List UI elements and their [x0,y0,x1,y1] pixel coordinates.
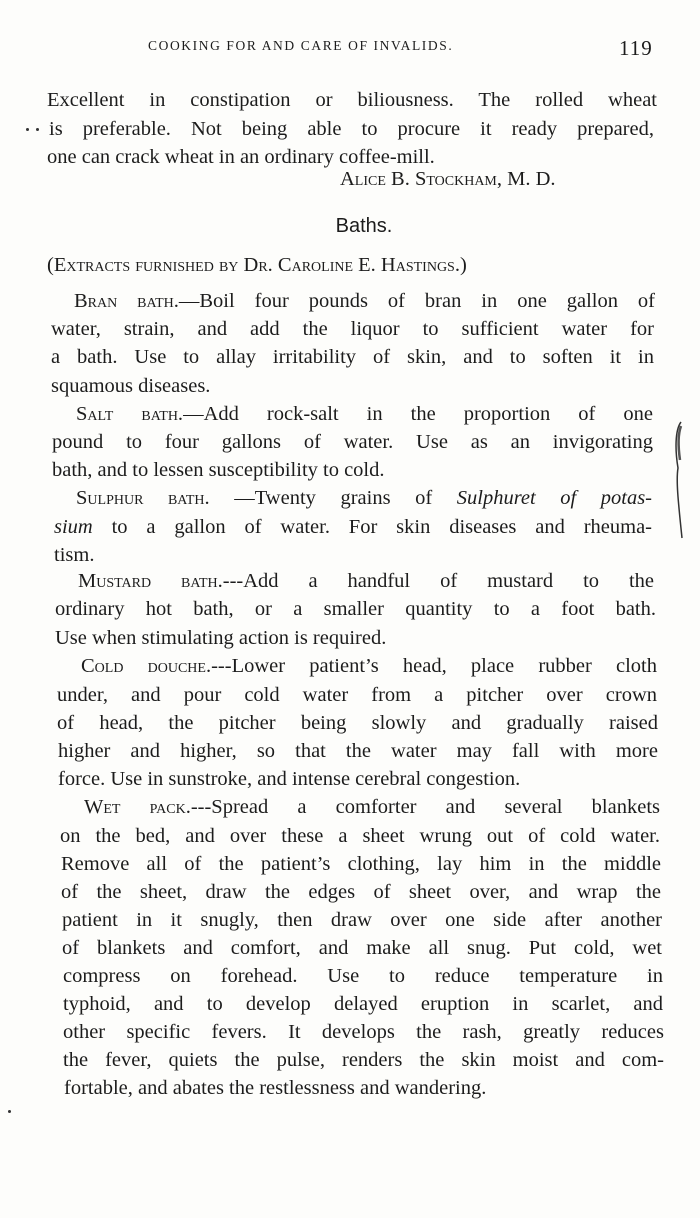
entry-mustard-line: ordinary hot bath, or a smaller quantity to a foot bath. [55,598,656,620]
entry-douche-line: under, and pour cold water from a pitcher over crown [57,684,657,706]
entry-label-douche: Cold douche. [81,655,212,677]
entry-bran-line: squamous diseases. [51,375,211,397]
running-header: COOKING FOR AND CARE OF INVALIDS. [148,38,454,53]
entry-douche-line: higher and higher, so that the water may fall with more [58,740,658,762]
entry-bran-line: a bath. Use to allay irritability of skin, and to soften it in [51,346,654,368]
entry-wetpack-line: compress on forehead. Use to reduce temperature in [63,965,663,987]
entry-label-wetpack: Wet pack. [84,796,191,818]
entry-salt-line: bath, and to lessen susceptibility to cold. [52,459,385,481]
intro-line-2: is preferable. Not being able to procure it ready prepared, [49,118,654,140]
entry-wetpack-line: on the bed, and over these a sheet wrung out of cold water. [60,825,660,847]
entry-wetpack-line: other specific fevers. It develops the rash, greatly reduces [63,1021,664,1043]
entry-sulphur-first-line: Sulphur bath. —Twenty grains of Sulphuret of potas- [76,487,653,509]
entry-bran-first-line: Bran bath.—Boil four pounds of bran in one gallon of [74,290,656,312]
entry-wetpack-line: typhoid, and to develop delayed eruption in scarlet, and [63,993,663,1015]
entry-sulphur-line: tism. [54,544,95,566]
entry-salt-line: pound to four gallons of water. Use as an invigorating [52,431,653,453]
scan-speck [8,1110,11,1113]
scan-speck [36,128,39,131]
margin-bracket-mark [672,420,686,540]
entry-douche-line: of head, the pitcher being slowly and gradually raised [57,712,658,734]
entry-wetpack-line: of the sheet, draw the edges of sheet over, and wrap the [61,881,661,903]
entry-wetpack-line: patient in it snugly, then draw over one side after another [62,909,662,931]
entry-label-bran: Bran bath. [74,290,179,312]
entry-wetpack-first-line: Wet pack.---Spread a comforter and several blankets [84,796,660,818]
entry-mustard-line: Use when stimulating action is required. [55,627,387,649]
entry-douche-line: force. Use in sunstroke, and intense cerebral congestion. [58,768,521,790]
intro-line-3: one can crack wheat in an ordinary coffee-mill. [47,146,435,168]
entry-label-salt: Salt bath. [76,403,184,425]
entry-mustard-first-line: Mustard bath.---Add a handful of mustard to the [78,570,654,592]
entry-label-mustard: Mustard bath. [78,570,223,592]
entry-label-sulphur: Sulphur bath. [76,487,210,509]
page-number: 119 [619,36,653,60]
entry-wetpack-line: fortable, and abates the restlessness and wandering. [64,1077,487,1099]
extract-note: (Extracts furnished by Dr. Caroline E. Hastings.) [47,254,467,276]
entry-wetpack-line: the fever, quiets the pulse, renders the skin moist and com- [63,1049,664,1071]
entry-sulphur-line: sium to a gallon of water. For skin diseases and rheuma- [54,516,652,538]
section-title: Baths. [335,215,393,237]
scan-speck [26,128,29,131]
entry-salt-first-line: Salt bath.—Add rock-salt in the proportion of one [76,403,654,425]
intro-line-1: Excellent in constipation or biliousness. The rolled wheat [47,89,657,111]
signature: Alice B. Stockham, M. D. [340,168,556,190]
entry-bran-line: water, strain, and add the liquor to sufficient water for [51,318,654,340]
entry-douche-first-line: Cold douche.---Lower patient’s head, place rubber cloth [81,655,658,677]
entry-wetpack-line: of blankets and comfort, and make all snug. Put cold, wet [62,937,662,959]
entry-wetpack-line: Remove all of the patient’s clothing, lay him in the middle [61,853,661,875]
